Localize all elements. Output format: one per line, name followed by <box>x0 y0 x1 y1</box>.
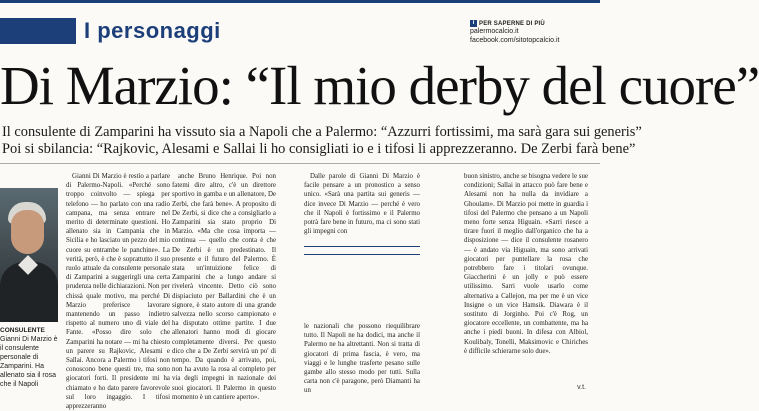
more-info-link: facebook.com/sitotopcalcio.it <box>470 37 560 45</box>
portrait-photo <box>0 188 58 320</box>
info-icon: i <box>470 20 477 27</box>
caption-text: Gianni Di Marzio è il consulente personale di Zamparini. Ha allenato sia il rosa che il Napoli <box>0 336 58 388</box>
article-column-4: buon sinistro, anche se bisogna vedere le sue condizioni; Sallai in attacco può fare bene e Alesami non ha nulla da invidiare a Ghoulam». Di Marzio poi mette in guardia i tifosi del Palermo che pensano a un Napoli meno forte senza Higuain. «Sarri riesce a tirare fuori il meglio dall'organico che ha a disposizione — dice il consulente rosanero — è andato via Higuain, ma sono arrivati giocatori per puntellare la rosa che potrebbero fare i titolari ovunque. Giaccherini è un jolly e può essere utilissimo. Sarri vuole usarlo come alternativa a Callejon, ma per me è un vice Insigne o un vice Hamsik. Diawara è il sostituto di Jorginho. Poi c'è Rog, un giocatore eccellente, un combattente, ma ha anche i piedi buoni. In difesa con Albiol, Koulibaly, Tonelli, Maksimovic e Chiriches è difficile schierarne solo due». <box>464 173 588 355</box>
article-column-3-bottom: le nazionali che possono riequilibrare tutto. Il Napoli ne ha dodici, ma anche il Palermo ne ha altrettanti. Non si tratta di giocatori di prima fascia, è vero, ma viaggi e le lunghe trasferte pesano sulle gambe allo stesso modo per tutti. Sulla carta non c'è paragone, però Diamanti ha un <box>304 323 420 395</box>
more-info-heading: i PER SAPERNE DI PIÙ <box>470 20 560 27</box>
more-info-link: palermocalcio.it <box>470 28 519 36</box>
article-column-1: Gianni Di Marzio è restìo a parlare di Palermo-Napoli. «Perché sono troppo coinvolto — spiega per telefono — ho parlato con una radio campana, ma senza entrare nel merito di determinate questioni. Ho allenato sia in Campania che in Sicilia e ho lasciato un pezzo del mio cuore su entrambe le panchine». La verità, però, è che è soprattutto il suo ruolo attuale da consulente personale di Zamparini a suggerirgli una certa prudenza nelle dichiarazioni. Non per chissà quale motivo, ma perché Di Marzio preferisce lavorare mantenendo un passo indietro rispetto al numero uno di viale del Fante. «Posso dire solo che Zamparini ha notare — mi ha chiesto un parere su Rajkovic, Alesami e Sallai. Ancora a Palermo i tifosi non conoscono bene questi tre, ma sono giocatori forti. Il presidente mi ha chiamato e ho dato parere favorevole sul loro ingaggio. I tifosi apprezzeranno <box>66 173 170 411</box>
top-color-bar <box>0 0 600 3</box>
subheadline-line: Poi si sbilancia: “Rajkovic, Alesami e Sallai li ho consigliati io e i tifosi li apprezzeranno. De Zerbi farà bene” <box>2 141 636 157</box>
article-column-2: anche Bruno Henrique. Poi non fatemi dire altro, c'è un direttore sportivo in gamba e un allenatore, De Zerbi, che farà bene». A proposito di De Zerbi, si dice che a consigliarlo a Zamparini sia stato proprio Di Marzio. «Ma che cosa importa — continua — quello che conta è che De Zerbi è un predestinato. Il presente e il futuro del Palermo. È stata un'intuizione felice di Zamparini che a lungo andare si rivelerà vincente. Detto ciò sono dispiaciuto per Ballardini che è un signore, è stato autore di una grande salvezza nello scorso campionato e ha disputato ottime partite. I due allenatori hanno modi di giocare completamente diversi. Per questo dico che a De Zerbi servirà un po' di tempo. Da quando è arrivato, poi, non ha avuto la rosa al completo per via degli impegni in nazionale dei suoi giocatori. Il Palermo in questo momento è un cantiere aperto». <box>172 173 276 401</box>
caption-title: CONSULENTE <box>0 327 45 334</box>
pull-quote <box>304 246 420 255</box>
subheadline-line: Il consulente di Zamparini ha vissuto sia a Napoli che a Palermo: “Azzurri fortissimi, ma sarà gara sui generis” <box>2 124 642 140</box>
more-info-box <box>470 20 560 45</box>
article-column-3-top: Dalle parole di Gianni Di Marzio è facile pensare a un pronostico a senso unico. «Sarà una partita sui generis — dice invece Di Marzio — perché è vero che il Napoli è fortissimo e il Palermo potrà fare bene in futuro, ma ci sono stati gli impegni con <box>304 173 420 236</box>
section-header <box>0 18 245 44</box>
photo-caption <box>0 326 58 389</box>
author-signature: v.t. <box>577 384 586 391</box>
section-label: I personaggi <box>84 18 221 43</box>
section-color-block <box>0 18 76 44</box>
article-headline: Di Marzio: “Il mio derby del cuore” <box>0 55 759 116</box>
divider <box>0 163 600 164</box>
